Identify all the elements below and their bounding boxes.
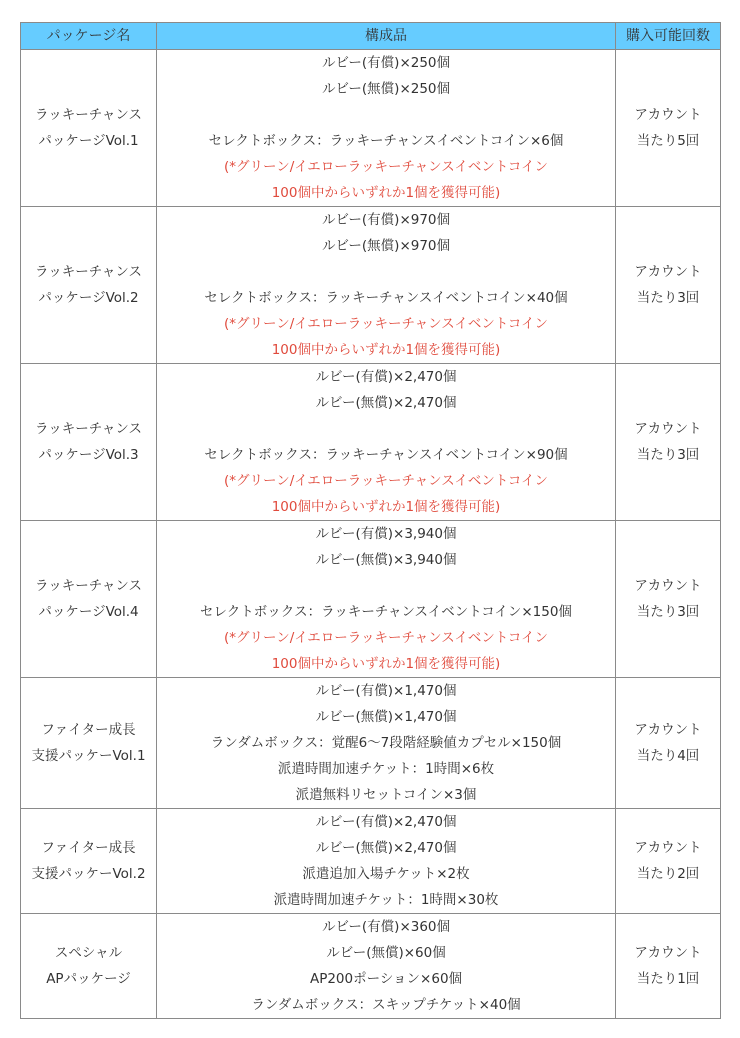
purchase-limit-line: アカウント [634, 578, 702, 594]
contents-item-line: ルビー(無償)×1,470個 [315, 709, 457, 725]
package-name-line: ラッキーチャンス [35, 107, 142, 123]
contents-item-line: 派遣時間加速チケット：1時間×30枚 [273, 892, 499, 908]
package-name-cell [21, 809, 157, 914]
contents-item-line: ルビー(無償)×2,470個 [315, 395, 457, 411]
contents-item-line: セレクトボックス：ラッキーチャンスイベントコイン×6個 [208, 133, 564, 149]
contents-item-line: ルビー(無償)×2,470個 [315, 840, 457, 856]
package-table-container [20, 22, 720, 1019]
header-contents: 構成品 [157, 23, 616, 50]
purchase-limit-cell [616, 914, 721, 1019]
purchase-limit-cell [616, 364, 721, 521]
contents-item-line: ルビー(有償)×360個 [321, 919, 451, 935]
contents-item-line: セレクトボックス：ラッキーチャンスイベントコイン×40個 [204, 290, 568, 306]
contents-note-line: (*グリーン/イエローラッキーチャンスイベントコイン [224, 316, 548, 332]
package-name-line: パッケージVol.4 [38, 604, 139, 620]
package-name-line: パッケージVol.3 [38, 447, 139, 463]
package-name-line: ラッキーチャンス [35, 578, 142, 594]
contents-item-line: ランダムボックス：スキップチケット×40個 [251, 997, 521, 1013]
package-name-line: ファイター成長 [41, 840, 136, 856]
purchase-limit-line: 当たり4回 [636, 748, 700, 764]
purchase-limit-line: アカウント [634, 421, 702, 437]
contents-item-line: AP200ポーション×60個 [309, 971, 463, 987]
table-row [21, 364, 721, 521]
purchase-limit-line: アカウント [634, 107, 702, 123]
contents-cell [157, 364, 616, 521]
package-name-line: 支援パッケーVol.1 [31, 748, 146, 764]
contents-spacer [157, 573, 615, 599]
contents-item-line: 派遣追加入場チケット×2枚 [302, 866, 470, 882]
package-table [20, 22, 721, 1019]
package-name-cell [21, 521, 157, 678]
purchase-limit-cell [616, 521, 721, 678]
purchase-limit-line: アカウント [634, 722, 702, 738]
contents-note-line: (*グリーン/イエローラッキーチャンスイベントコイン [224, 630, 548, 646]
contents-spacer [157, 416, 615, 442]
contents-item-line: ルビー(有償)×1,470個 [315, 683, 457, 699]
purchase-limit-line: 当たり5回 [636, 133, 700, 149]
contents-cell [157, 678, 616, 809]
contents-item-line: ランダムボックス：覚醒6〜7段階経験値カプセル×150個 [210, 735, 562, 751]
contents-cell [157, 809, 616, 914]
header-package-name: パッケージ名 [21, 23, 157, 50]
package-name-line: ラッキーチャンス [35, 421, 142, 437]
table-row [21, 50, 721, 207]
table-row [21, 521, 721, 678]
contents-note-line: (*グリーン/イエローラッキーチャンスイベントコイン [224, 159, 548, 175]
contents-cell [157, 521, 616, 678]
purchase-limit-cell [616, 207, 721, 364]
purchase-limit-line: アカウント [634, 840, 702, 856]
package-name-line: スペシャル [54, 945, 123, 961]
table-row [21, 914, 721, 1019]
purchase-limit-line: 当たり3回 [636, 290, 700, 306]
contents-item-line: ルビー(無償)×250個 [321, 81, 451, 97]
purchase-limit-line: 当たり2回 [636, 866, 700, 882]
table-row [21, 207, 721, 364]
purchase-limit-cell [616, 809, 721, 914]
contents-item-line: ルビー(有償)×2,470個 [315, 369, 457, 385]
header-purchase-limit: 購入可能回数 [616, 23, 721, 50]
contents-note-line: 100個中からいずれか1個を獲得可能) [271, 499, 501, 515]
package-name-cell [21, 364, 157, 521]
purchase-limit-line: 当たり1回 [636, 971, 700, 987]
contents-item-line: ルビー(有償)×3,940個 [315, 526, 457, 542]
package-name-line: 支援パッケーVol.2 [31, 866, 146, 882]
contents-item-line: ルビー(無償)×60個 [326, 945, 446, 961]
contents-item-line: ルビー(有償)×970個 [321, 212, 451, 228]
contents-item-line: ルビー(有償)×250個 [321, 55, 451, 71]
package-name-line: APパッケージ [46, 971, 131, 987]
header-row [21, 23, 721, 50]
contents-note-line: (*グリーン/イエローラッキーチャンスイベントコイン [224, 473, 548, 489]
contents-spacer [157, 259, 615, 285]
table-body [21, 50, 721, 1019]
contents-cell [157, 207, 616, 364]
contents-item-line: セレクトボックス：ラッキーチャンスイベントコイン×150個 [200, 604, 572, 620]
contents-cell [157, 914, 616, 1019]
purchase-limit-line: 当たり3回 [636, 447, 700, 463]
purchase-limit-line: アカウント [634, 945, 702, 961]
contents-item-line: ルビー(無償)×3,940個 [315, 552, 457, 568]
contents-note-line: 100個中からいずれか1個を獲得可能) [271, 656, 501, 672]
contents-item-line: セレクトボックス：ラッキーチャンスイベントコイン×90個 [204, 447, 568, 463]
purchase-limit-cell [616, 50, 721, 207]
contents-item-line: ルビー(無償)×970個 [321, 238, 451, 254]
contents-spacer [157, 102, 615, 128]
contents-note-line: 100個中からいずれか1個を獲得可能) [271, 342, 501, 358]
contents-note-line: 100個中からいずれか1個を獲得可能) [271, 185, 501, 201]
package-name-line: パッケージVol.1 [38, 133, 139, 149]
contents-item-line: 派遣時間加速チケット：1時間×6枚 [277, 761, 495, 777]
contents-cell [157, 50, 616, 207]
package-name-line: ファイター成長 [41, 722, 136, 738]
table-row [21, 809, 721, 914]
purchase-limit-cell [616, 678, 721, 809]
package-name-cell [21, 50, 157, 207]
package-name-cell [21, 207, 157, 364]
contents-item-line: 派遣無料リセットコイン×3個 [295, 787, 477, 803]
table-row [21, 678, 721, 809]
package-name-cell [21, 914, 157, 1019]
package-name-cell [21, 678, 157, 809]
contents-item-line: ルビー(有償)×2,470個 [315, 814, 457, 830]
purchase-limit-line: 当たり3回 [636, 604, 700, 620]
package-name-line: パッケージVol.2 [38, 290, 139, 306]
purchase-limit-line: アカウント [634, 264, 702, 280]
package-name-line: ラッキーチャンス [35, 264, 142, 280]
